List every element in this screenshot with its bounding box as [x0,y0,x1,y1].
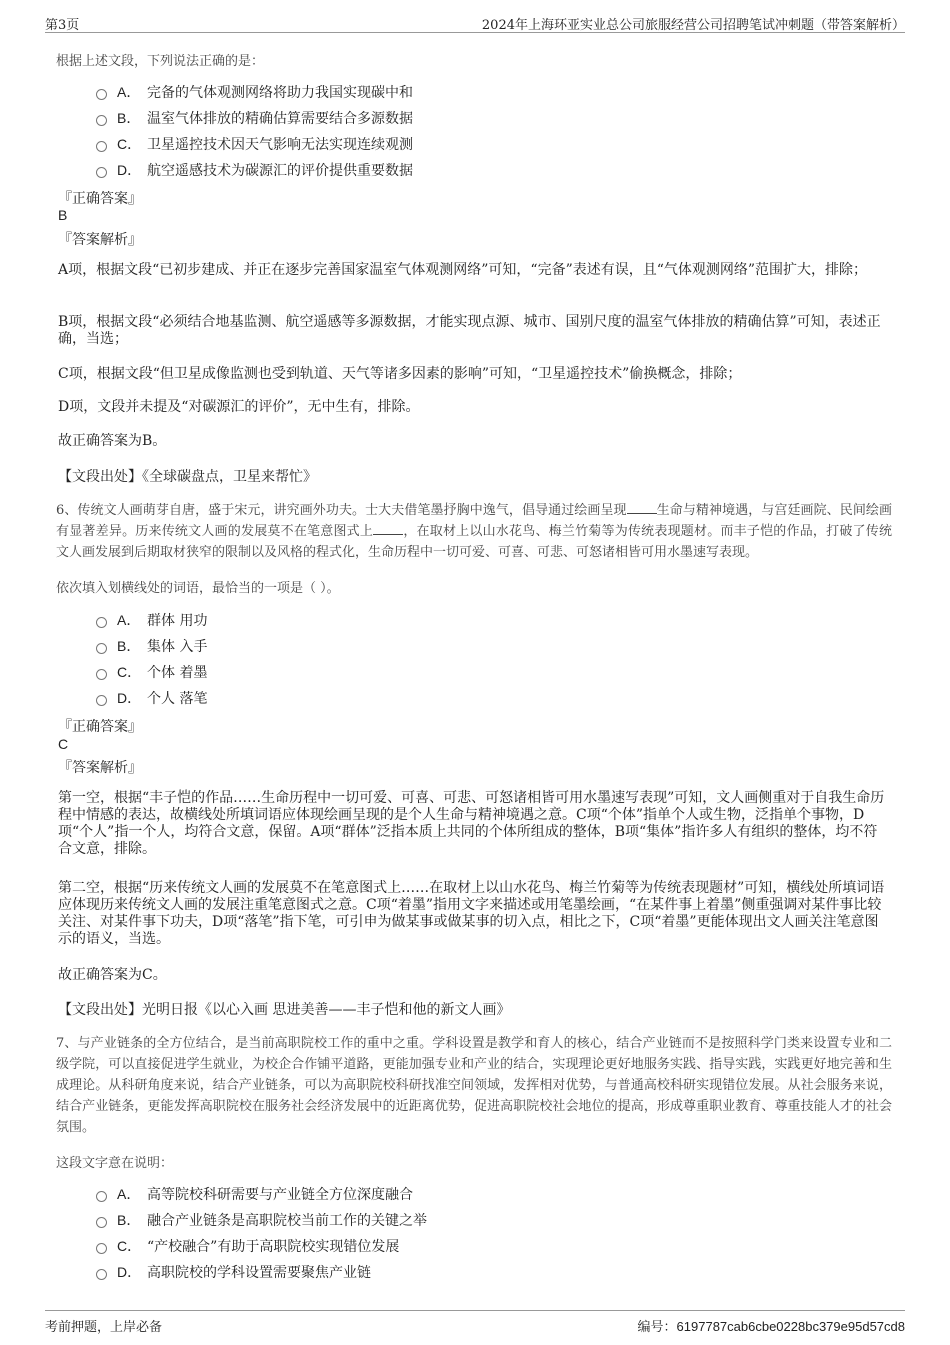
q5-stem: 根据上述文段，下列说法正确的是： [56,54,265,69]
q7-option-c[interactable]: C． “产校融合”有助于高职院校实现错位发展 [96,1236,399,1256]
radio-icon[interactable] [96,695,107,706]
q5-answer-label: 『正确答案』 [58,191,142,207]
q6-answer: C [58,736,69,752]
q5-analysis-a: A项，根据文段“已初步建成、并正在逐步完善国家温室气体观测网络”可知，“完备”表述有误，且“气体观测网络”范围扩大，排除； [58,262,868,278]
page-header [45,12,905,33]
q5-analysis-label: 『答案解析』 [58,232,142,248]
q6-passage: 6、传统文人画萌芽自唐，盛于宋元，讲究画外功夫。士大夫借笔墨抒胸中逸气，倡导通过绘画呈现 生命与精神境遇，与宫廷画院、民间绘画有显著差异。历来传统文人画的发展莫不在笔意图式上 ，在取材上以山水花鸟、梅兰竹菊等为传统表现题材。而丰子恺的作品，打破了传统文人画发展到后期取材狭窄的限制以及风格的程式化，生命历程中一切可爱、可喜、可悲、可怒诸相皆可用水墨速写表现。 [56,503,892,560]
q7-option-a[interactable]: A． 高等院校科研需要与产业链全方位深度融合 [96,1184,413,1204]
q7-passage: 7、与产业链条的全方位结合，是当前高职院校工作的重中之重。学科设置是教学和育人的核心，结合产业链而不是按照科学门类来设置专业和二级学院，可以直接促进学生就业，为校企合作铺平道路，更能加强专业和产业的结合，实现理论更好地服务实践、指导实践，实践更好地完善和生成理论。从科研角度来说，结合产业链条，可以为高职院校科研找准空间领域，发挥相对优势，与普通高校科研实现错位发展。从社会服务来说，结合产业链条，更能发挥高职院校在服务社会经济发展中的近距离优势，促进高职院校社会地位的提高，形成尊重职业教育、尊重技能人才的社会氛围。 [56,1036,892,1135]
q5-source: 【文段出处】《全球碳盘点，卫星来帮忙》 [58,469,317,485]
radio-icon[interactable] [96,669,107,680]
q6-analysis-second-blank: 第二空，根据“历来传统文人画的发展莫不在笔意图式上……在取材上以山水花鸟、梅兰竹菊等为传统表现题材”可知，横线处所填词语应体现历来传统文人画的发展注重笔意图式之意。C项“着墨”指用文字来描述或用笔墨绘画，“在某件事上着墨”侧重强调对某件事比较关注、对某件事下功夫，D项“落笔”指下笔，可引申为做某事或做某事的切入点，相比之下，C项“着墨”更能体现出文人画关注笔意图示的语义，当选。 [58,880,885,947]
radio-icon[interactable] [96,115,107,126]
q7-option-d[interactable]: D． 高职院校的学科设置需要聚焦产业链 [96,1262,371,1282]
radio-icon[interactable] [96,1217,107,1228]
q6-stem: 依次填入划横线处的词语，最恰当的一项是（ ）。 [56,581,340,596]
page-footer [45,1310,905,1335]
q5-analysis-c: C项，根据文段“但卫星成像监测也受到轨道、天气等诸多因素的影响”可知，“卫星遥控技术”偷换概念，排除； [58,366,742,382]
q6-source: 【文段出处】光明日报《以心入画 思进美善——丰子恺和他的新文人画》 [58,1002,511,1018]
document-id: 编号：6197787cab6cbe0228bc379e95d57cd8 [637,1319,905,1334]
q6-option-d[interactable]: D． 个人 落笔 [96,688,207,708]
q6-analysis-label: 『答案解析』 [58,760,142,776]
q5-option-c[interactable]: C． 卫星遥控技术因天气影响无法实现连续观测 [96,134,413,154]
radio-icon[interactable] [96,643,107,654]
q5-option-a[interactable]: A． 完备的气体观测网络将助力我国实现碳中和 [96,82,413,102]
q7-option-b[interactable]: B． 融合产业链条是高职院校当前工作的关键之举 [96,1210,427,1230]
q5-analysis-b: B项，根据文段“必须结合地基监测、航空遥感等多源数据，才能实现点源、城市、国别尺度的温室气体排放的精确估算”可知，表述正确，当选； [58,314,881,347]
blank-line [373,522,403,535]
q6-analysis-first-blank: 第一空，根据“丰子恺的作品……生命历程中一切可爱、可喜、可悲、可怒诸相皆可用水墨速写表现”可知，文人画侧重对于自我生命历程中情感的表达，故横线处所填词语应体现绘画呈现的是个人生命与精神境遇之意。C项“个体”指单个人或生物，泛指单个事物，D项“个人”指一个人，均符合文意，保留。A项“群体”泛指本质上共同的个体所组成的整体，B项“集体”指许多人有组织的整体，均不符合文意，排除。 [58,790,885,857]
q6-answer-label: 『正确答案』 [58,719,142,735]
q5-option-d[interactable]: D． 航空遥感技术为碳源汇的评价提供重要数据 [96,160,413,180]
q7-stem: 这段文字意在说明： [56,1156,174,1171]
q5-answer: B [58,207,68,223]
blank-line [627,501,657,514]
page-number: 第3页 [45,18,80,33]
q6-conclusion: 故正确答案为C。 [58,967,167,983]
radio-icon[interactable] [96,167,107,178]
q5-conclusion: 故正确答案为B。 [58,433,167,449]
q6-option-a[interactable]: A． 群体 用功 [96,610,207,630]
radio-icon[interactable] [96,1191,107,1202]
q5-analysis-d: D项，文段并未提及“对碳源汇的评价”，无中生有，排除。 [58,399,420,415]
q6-option-c[interactable]: C． 个体 着墨 [96,662,207,682]
q5-option-b[interactable]: B． 温室气体排放的精确估算需要结合多源数据 [96,108,413,128]
radio-icon[interactable] [96,1243,107,1254]
q6-option-b[interactable]: B． 集体 入手 [96,636,207,656]
radio-icon[interactable] [96,1269,107,1280]
document-title: 2024年上海环亚实业总公司旅服经营公司招聘笔试冲刺题（带答案解析） [481,18,905,33]
radio-icon[interactable] [96,89,107,100]
radio-icon[interactable] [96,141,107,152]
radio-icon[interactable] [96,617,107,628]
footer-slogan: 考前押题，上岸必备 [45,1320,163,1335]
